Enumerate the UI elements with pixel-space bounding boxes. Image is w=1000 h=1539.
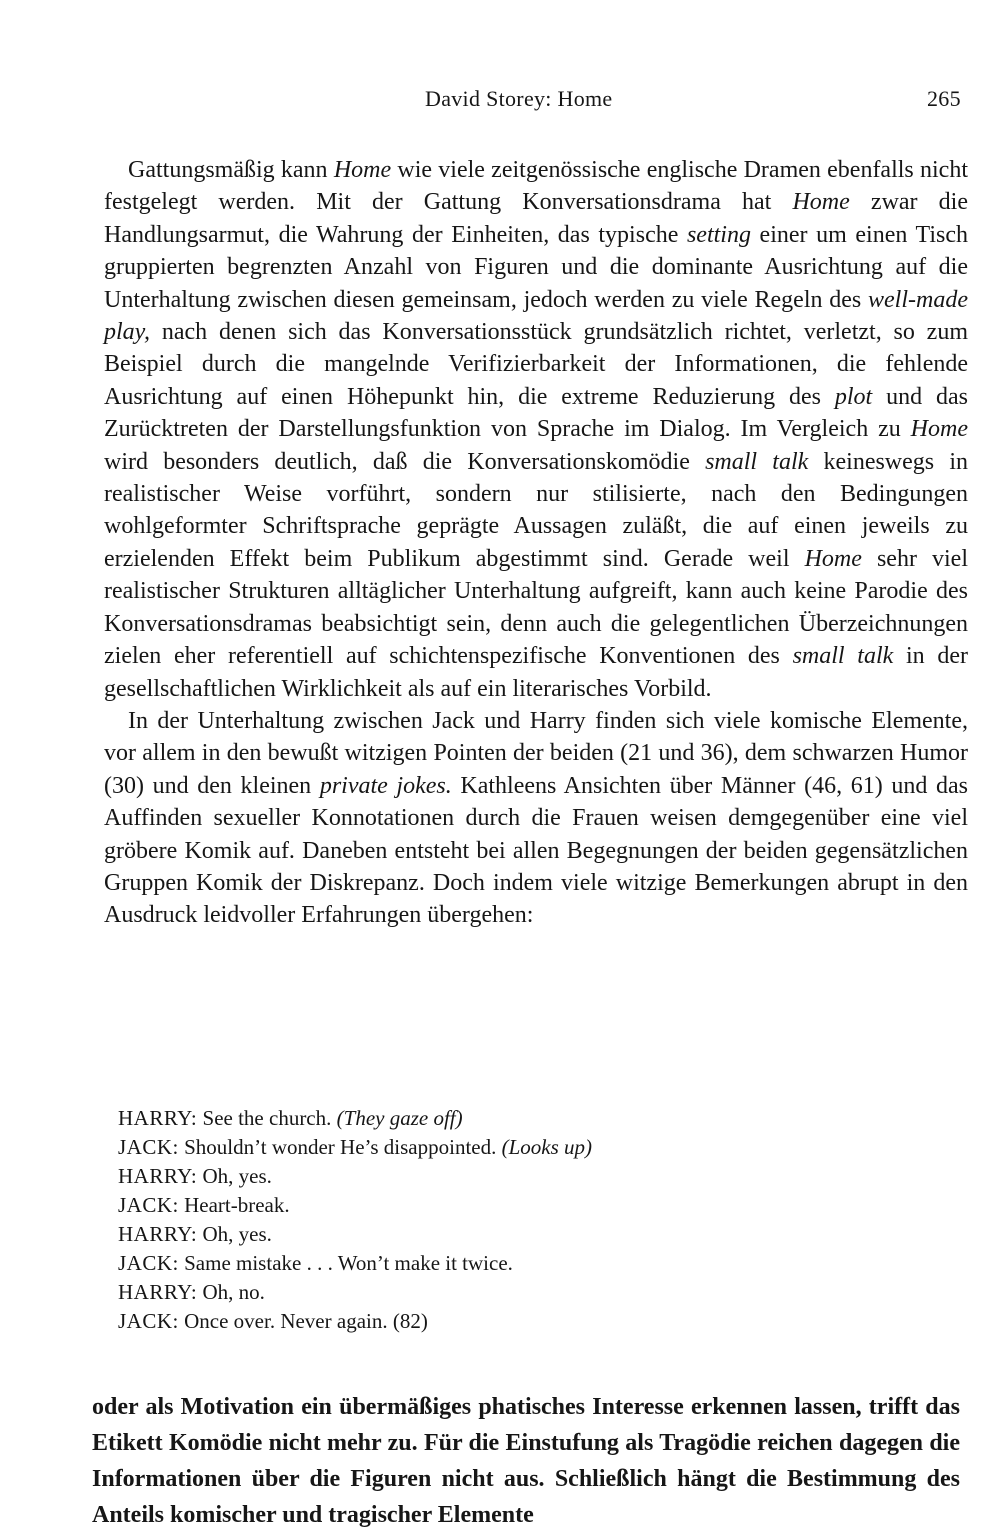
speaker: JACK: <box>118 1309 179 1333</box>
dialogue-line <box>118 1278 938 1307</box>
dialogue-quote <box>118 1104 938 1336</box>
text-run: einer um einen Tisch gruppierten begrenzten Anzahl von Figuren und die dominante Ausrichtung auf die Unterhaltung zwischen diesen gemeinsam, jedoch werden zu viele Regeln des <box>104 221 968 313</box>
stage-direction: (They gaze off) <box>336 1106 463 1130</box>
line-text: Oh, yes. <box>202 1164 272 1188</box>
term-well-made-play: well-made play, <box>104 286 968 346</box>
speaker: HARRY: <box>118 1222 198 1246</box>
speaker: JACK: <box>118 1251 179 1275</box>
running-title: David Storey: Home <box>425 86 613 111</box>
dialogue-line <box>118 1220 938 1249</box>
speaker: HARRY: <box>118 1280 198 1304</box>
text-run: wird besonders deutlich, daß die Konversationskomödie <box>104 448 706 475</box>
term-small-talk: small talk <box>792 643 894 670</box>
text-run: nach denen sich das Konversationsstück grundsätzlich richtet, verletzt, so zum Beispiel durch die mangelnde Verifizierbarkeit der Informationen, die fehlende Ausrichtung auf einen Höhepunkt hin, die extreme Reduzierung des <box>104 319 968 410</box>
text-run: Kathleens Ansichten über Männer (46, 61) und das Auffinden sexueller Konnotationen durch die Frauen weisen demgegenüber eine viel gröbere Komik auf. Daneben entsteht bei allen Begegnungen der beiden gegensätzlichen Gruppen Komik der Diskrepanz. Doch indem viele witzige Bemerkungen abrupt in den Ausdruck leidvoller Erfahrungen übergehen: <box>104 772 969 929</box>
term-small-talk: small talk <box>705 448 809 475</box>
dialogue-line <box>118 1249 938 1278</box>
body-text <box>104 154 968 932</box>
line-text: Heart-break. <box>184 1193 290 1217</box>
line-text: Oh, no. <box>202 1280 265 1304</box>
term-setting: setting <box>686 221 751 248</box>
speaker: HARRY: <box>118 1106 198 1130</box>
dialogue-line <box>118 1104 938 1133</box>
title-home: Home <box>792 189 850 216</box>
line-text: Once over. Never again. (82) <box>184 1309 428 1333</box>
text-run: In der Unterhaltung zwischen Jack und Harry finden sich viele komische Elemente, vor allem in den bewußt witzigen Pointen der beiden (21 und 36), dem schwarzen Humor (30) und den kleinen <box>104 707 968 799</box>
title-home: Home <box>804 545 862 572</box>
dialogue-line <box>118 1307 938 1336</box>
term-private-jokes: private jokes. <box>319 772 452 799</box>
paragraph-genre <box>104 154 968 705</box>
term-plot: plot <box>834 383 873 410</box>
dialogue-line <box>118 1133 938 1162</box>
line-text: Shouldn’t wonder He’s disappointed. <box>184 1135 497 1159</box>
continuation-paragraph: oder als Motivation ein übermäßiges phatisches Interesse erkennen lassen, trifft das Etikett Komödie nicht mehr zu. Für die Einstufung als Tragödie reichen dagegen die Informationen über die Figuren nicht aus. Schließlich hängt die Bestimmung des Anteils komischer und tragischer Elemente <box>92 1394 960 1528</box>
title-home: Home <box>333 157 392 183</box>
text-run: keineswegs in realistischer Weise vorführt, sondern nur stilisierte, nach den Bedingungen wohlgeformter Schriftsprache geprägte Aussagen zuläßt, die auf einen jeweils zu erzielenden Effekt beim Publikum abgestimmt sind. Gerade weil <box>104 448 969 572</box>
line-text: Same mistake . . . Won’t make it twice. <box>184 1251 513 1275</box>
speaker: JACK: <box>118 1193 179 1217</box>
text-run: wie viele zeitgenössische englische Dramen ebenfalls nicht festgelegt werden. Mit der Gattung Konversationsdrama hat <box>104 157 968 216</box>
text-run: in der gesellschaftlichen Wirklichkeit als auf ein literarisches Vorbild. <box>104 643 969 702</box>
text-run: zwar die Handlungsarmut, die Wahrung der Einheiten, das typische <box>104 189 969 248</box>
stage-direction: (Looks up) <box>501 1135 593 1159</box>
line-text: Oh, yes. <box>202 1222 272 1246</box>
text-run: sehr viel realistischer Strukturen alltäglicher Unterhaltung aufgreift, kann auch keine Parodie des Konversationsdramas beabsichtigt sein, denn auch die gelegentlichen Überzeichnungen zielen eher referentiell auf schichtenspezifische Konventionen des <box>104 545 968 670</box>
dialogue-line <box>118 1162 938 1191</box>
line-text: See the church. <box>202 1106 332 1130</box>
running-header <box>0 86 1000 120</box>
text-run: und das Zurücktreten der Darstellungsfunktion von Sprache im Dialog. Im Vergleich zu <box>104 383 969 443</box>
title-home: Home <box>910 416 968 443</box>
dialogue-line <box>118 1191 938 1220</box>
text-run: Gattungsmäßig kann <box>128 157 334 183</box>
page-number: 265 <box>927 86 961 111</box>
paragraph-comedy <box>104 705 968 932</box>
speaker: HARRY: <box>118 1164 198 1188</box>
speaker: JACK: <box>118 1135 179 1159</box>
